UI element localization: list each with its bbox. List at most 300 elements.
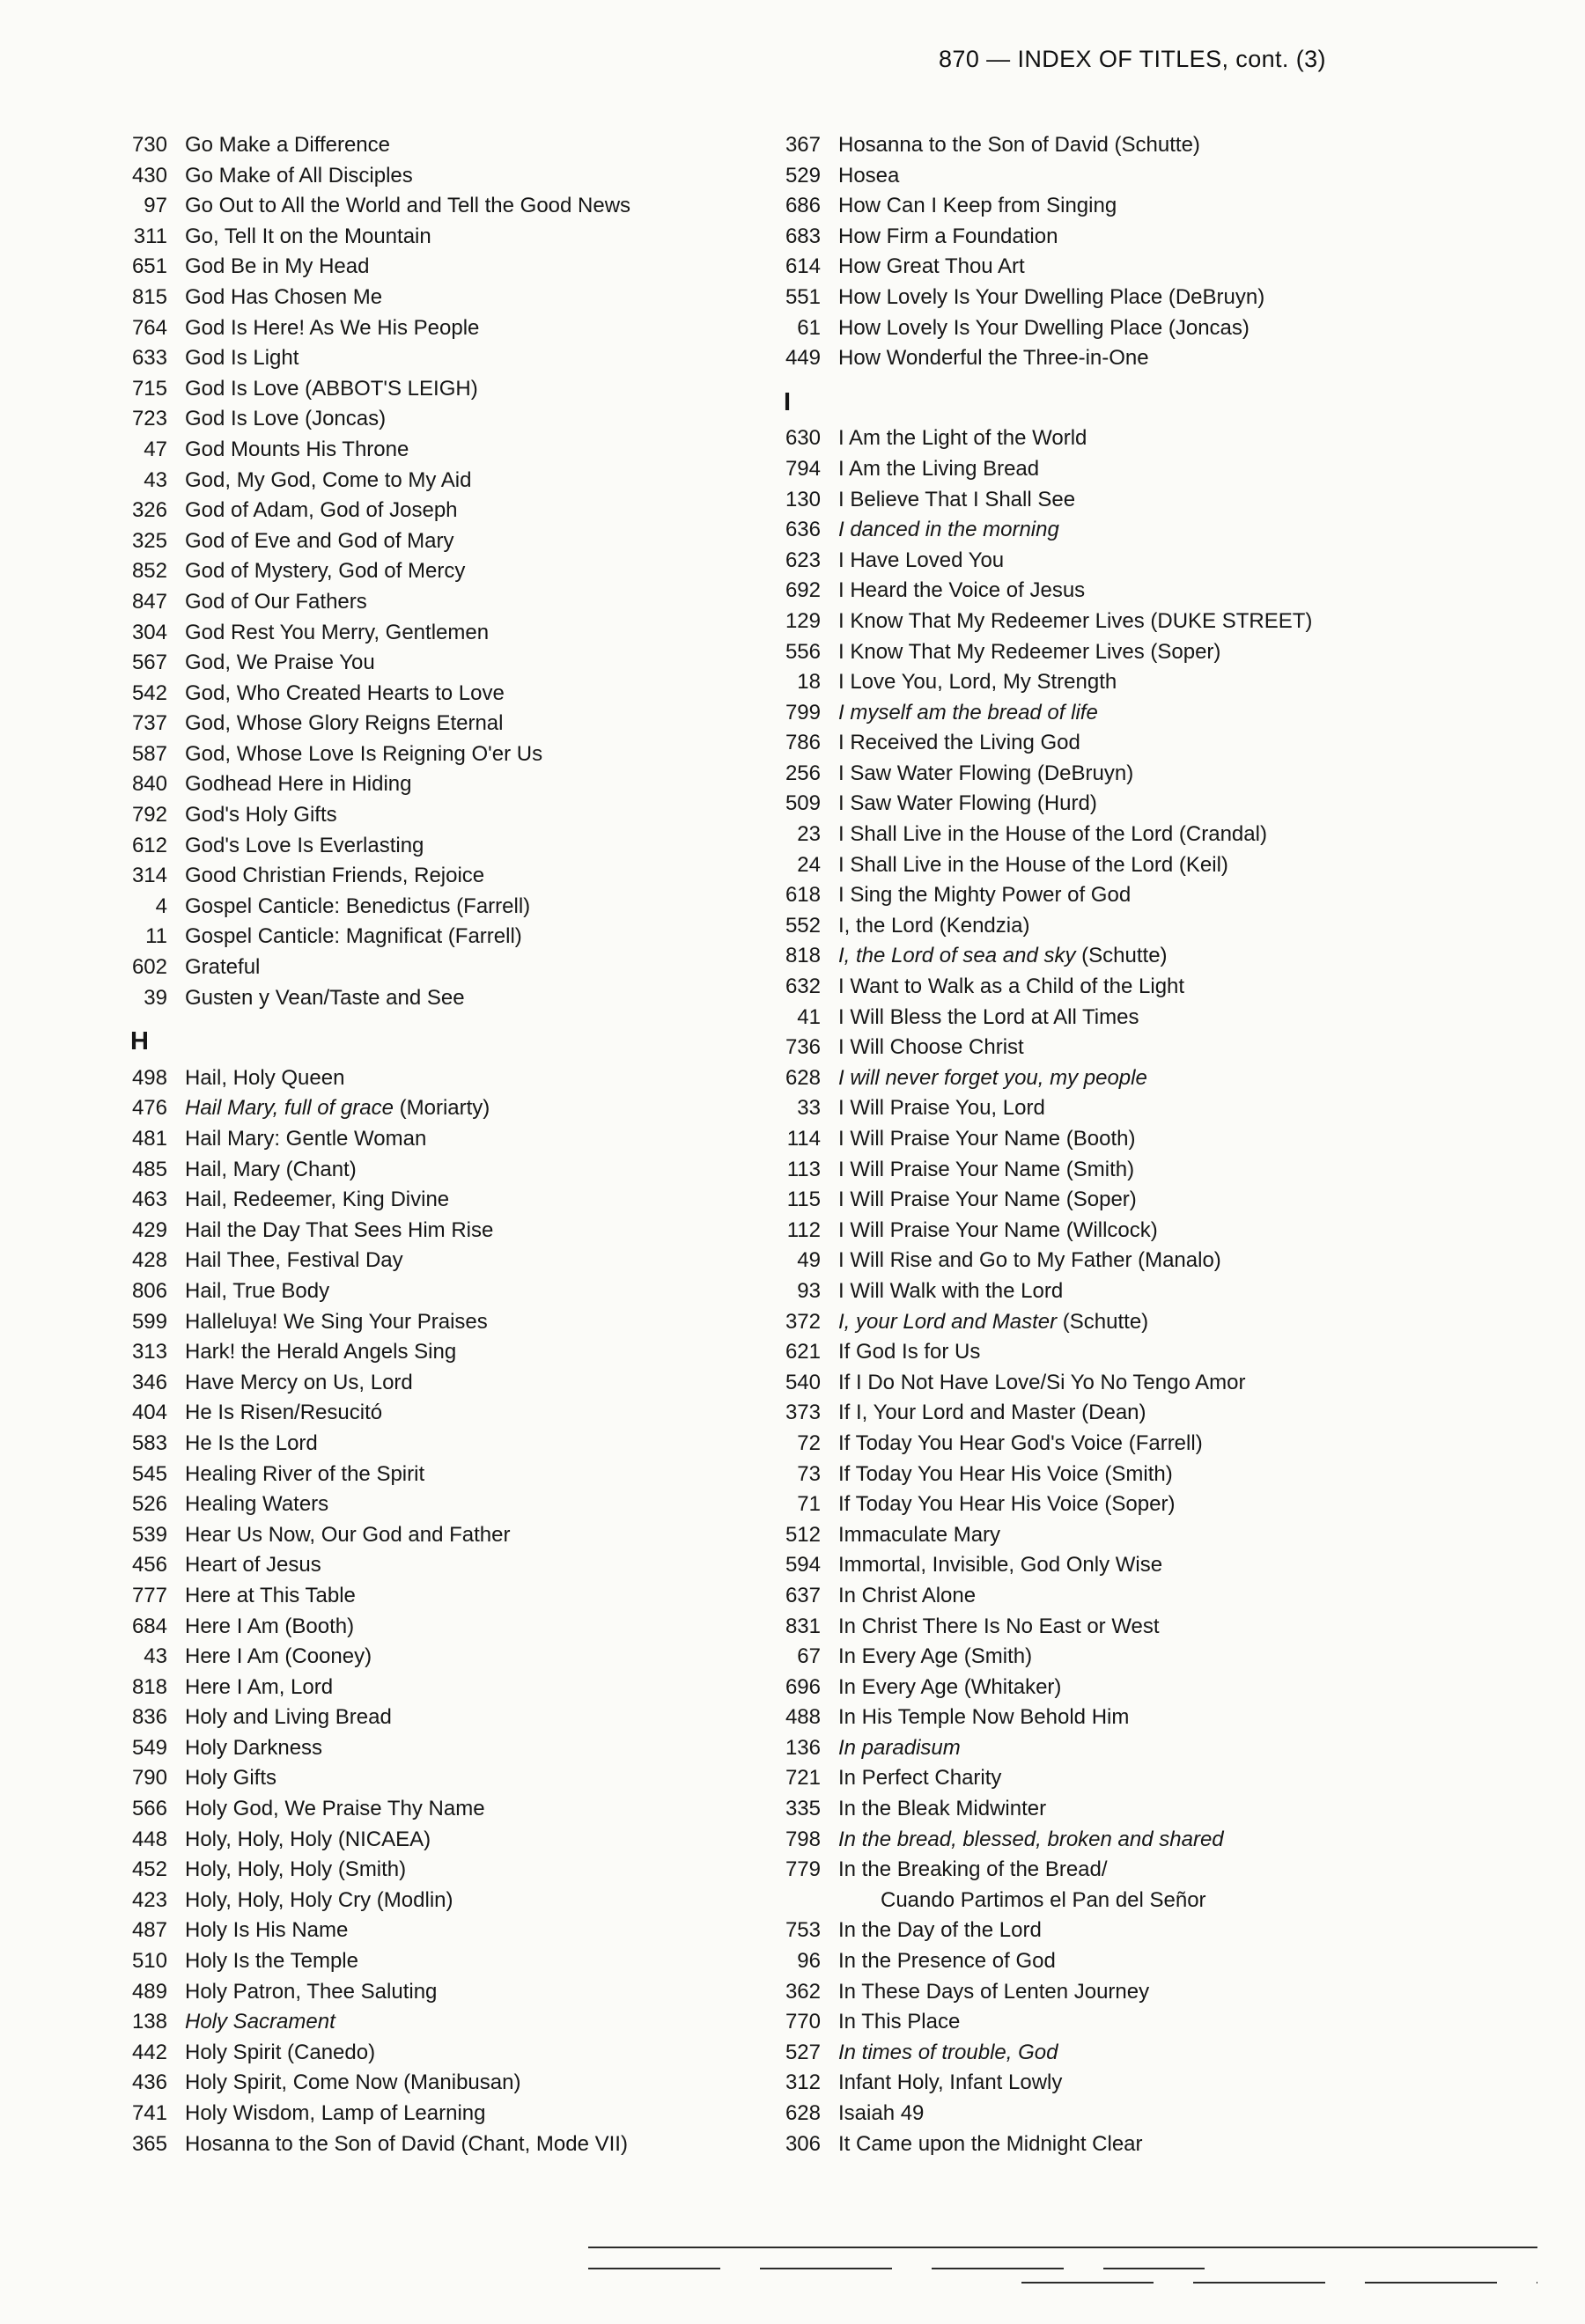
index-entry xyxy=(757,1337,1576,1368)
index-entry xyxy=(104,435,756,466)
index-entry xyxy=(104,404,756,435)
hymn-number: 529 xyxy=(785,163,821,188)
hymn-title: Holy Is His Name xyxy=(185,1918,349,1943)
hymn-title: How Lovely Is Your Dwelling Place (DeBruyn) xyxy=(838,284,1265,309)
hymn-number: 498 xyxy=(131,1065,167,1090)
index-entry xyxy=(104,800,756,831)
hymn-title: I, the Lord of sea and sky (Schutte) xyxy=(838,944,1168,968)
hymn-title: Holy Darkness xyxy=(185,1735,323,1760)
hymn-title: Heart of Jesus xyxy=(185,1553,321,1578)
index-entry xyxy=(757,1124,1576,1155)
index-entry xyxy=(104,1276,756,1307)
hymn-title: If I Do Not Have Love/Si Yo No Tengo Amor xyxy=(838,1370,1246,1394)
hymn-title: Hear Us Now, Our God and Father xyxy=(185,1522,511,1547)
hymn-title: How Firm a Foundation xyxy=(838,224,1058,248)
hymn-title: If God Is for Us xyxy=(838,1340,981,1364)
hymn-title: I Shall Live in the House of the Lord (Crandal) xyxy=(838,822,1267,847)
hymn-title: God of Mystery, God of Mercy xyxy=(185,559,466,584)
index-entry xyxy=(757,423,1576,454)
index-entry xyxy=(104,1337,756,1368)
section-header-i: I xyxy=(784,387,792,416)
hymn-number: 510 xyxy=(131,1949,167,1974)
index-entry xyxy=(104,1307,756,1338)
index-entry xyxy=(757,789,1576,820)
hymn-number: 753 xyxy=(785,1918,821,1943)
page-bottom-dashes xyxy=(588,2268,1205,2269)
hymn-number: 93 xyxy=(797,1278,821,1303)
index-entry xyxy=(757,1855,1576,1886)
hymn-title: Holy Sacrament xyxy=(185,2010,335,2034)
hymn-number: 526 xyxy=(131,1492,167,1517)
hymn-number: 614 xyxy=(785,254,821,279)
hymn-number: 423 xyxy=(131,1887,167,1912)
hymn-title: God, Whose Glory Reigns Eternal xyxy=(185,711,504,736)
index-entry xyxy=(104,252,756,283)
index-entry xyxy=(757,1733,1576,1764)
hymn-title: Hail, Mary (Chant) xyxy=(185,1157,357,1181)
hymn-number: 737 xyxy=(131,711,167,736)
hymn-number: 73 xyxy=(797,1461,821,1486)
hymn-title: I Will Bless the Lord at All Times xyxy=(838,1004,1139,1029)
hymn-title: God's Holy Gifts xyxy=(185,803,337,827)
hymn-number: 306 xyxy=(785,2131,821,2156)
hymn-title: Immaculate Mary xyxy=(838,1522,1001,1547)
index-entry xyxy=(104,222,756,253)
hymn-title: Infant Holy, Infant Lowly xyxy=(838,2070,1063,2095)
hymn-title: Isaiah 49 xyxy=(838,2101,925,2125)
hymn-title: Holy Spirit, Come Now (Manibusan) xyxy=(185,2070,521,2095)
index-entry xyxy=(104,709,756,739)
hymn-number: 741 xyxy=(131,2101,167,2125)
hymn-number: 552 xyxy=(785,913,821,938)
hymn-title: In His Temple Now Behold Him xyxy=(838,1705,1130,1730)
hymn-number: 113 xyxy=(786,1157,821,1181)
hymn-title: God of Our Fathers xyxy=(185,589,367,614)
index-entry xyxy=(757,1216,1576,1247)
hymn-title: Holy Is the Temple xyxy=(185,1949,358,1974)
index-entry xyxy=(757,515,1576,546)
index-entry xyxy=(757,820,1576,850)
index-entry xyxy=(757,1185,1576,1216)
index-entry xyxy=(757,1794,1576,1825)
hymn-title: Healing Waters xyxy=(185,1492,329,1517)
hymn-number: 312 xyxy=(785,2070,821,2095)
hymn-number: 365 xyxy=(131,2131,167,2156)
hymn-title: God Is Love (ABBOT'S LEIGH) xyxy=(185,376,478,401)
hymn-title: Gospel Canticle: Benedictus (Farrell) xyxy=(185,894,531,918)
hymn-title: God Is Here! As We His People xyxy=(185,315,480,340)
hymn-title: Godhead Here in Hiding xyxy=(185,772,412,797)
hymn-title: I myself am the bread of life xyxy=(838,700,1098,724)
hymn-title: I Am the Light of the World xyxy=(838,426,1087,451)
hymn-number: 852 xyxy=(131,559,167,584)
hymn-title: I Will Choose Christ xyxy=(838,1035,1024,1060)
hymn-title: Hail, Redeemer, King Divine xyxy=(185,1188,450,1212)
hymn-title: Holy, Holy, Holy Cry (Modlin) xyxy=(185,1887,453,1912)
hymn-number: 539 xyxy=(131,1522,167,1547)
hymn-number: 602 xyxy=(131,955,167,980)
hymn-number: 326 xyxy=(131,498,167,523)
index-entry xyxy=(104,313,756,344)
hymn-number: 509 xyxy=(785,791,821,816)
index-entry xyxy=(104,952,756,983)
index-entry xyxy=(757,1398,1576,1429)
hymn-number: 730 xyxy=(131,133,167,157)
hymn-number: 794 xyxy=(785,456,821,481)
index-entry xyxy=(104,1093,756,1124)
index-entry xyxy=(757,2129,1576,2160)
index-entry xyxy=(757,1581,1576,1612)
hymn-title: Good Christian Friends, Rejoice xyxy=(185,864,485,888)
hymn-title: In Christ There Is No East or West xyxy=(838,1614,1160,1638)
hymn-number: 840 xyxy=(131,772,167,797)
hymn-title: I Will Praise Your Name (Soper) xyxy=(838,1188,1137,1212)
hymn-title: Hail Thee, Festival Day xyxy=(185,1248,403,1273)
hymn-number: 404 xyxy=(131,1401,167,1425)
hymn-number: 129 xyxy=(785,608,821,633)
hymn-number: 138 xyxy=(131,2010,167,2034)
index-entry xyxy=(104,1063,756,1094)
hymn-number: 71 xyxy=(797,1492,821,1517)
hymn-number: 130 xyxy=(785,487,821,511)
page-bottom-rule xyxy=(588,2247,1537,2248)
index-entry xyxy=(757,1155,1576,1186)
hymn-title: God Mounts His Throne xyxy=(185,437,409,461)
index-entry xyxy=(104,1246,756,1276)
hymn-title: In the bread, blessed, broken and shared xyxy=(838,1827,1224,1851)
hymn-number: 367 xyxy=(785,133,821,157)
hymn-number: 847 xyxy=(131,589,167,614)
hymn-title: It Came upon the Midnight Clear xyxy=(838,2131,1143,2156)
hymn-number: 335 xyxy=(785,1797,821,1821)
hymn-number: 43 xyxy=(144,1644,167,1669)
hymn-number: 47 xyxy=(144,437,167,461)
hymn-title: I Heard the Voice of Jesus xyxy=(838,578,1086,603)
hymn-number: 799 xyxy=(785,700,821,724)
index-entry xyxy=(104,1368,756,1399)
hymn-title: Healing River of the Spirit xyxy=(185,1461,425,1486)
index-entry xyxy=(104,587,756,618)
hymn-title: God, Who Created Hearts to Love xyxy=(185,680,505,705)
hymn-number: 779 xyxy=(785,1857,821,1882)
index-entry xyxy=(104,1429,756,1460)
hymn-number: 4 xyxy=(155,894,167,918)
index-entry xyxy=(757,161,1576,192)
hymn-number: 481 xyxy=(131,1127,167,1151)
hymn-number: 633 xyxy=(131,346,167,371)
index-entry xyxy=(104,2038,756,2069)
hymn-number: 621 xyxy=(785,1340,821,1364)
index-entry xyxy=(757,607,1576,637)
hymn-number: 49 xyxy=(797,1248,821,1273)
index-entry xyxy=(757,191,1576,222)
hymn-title: I Know That My Redeemer Lives (Soper) xyxy=(838,639,1221,664)
hymn-title: Hail, True Body xyxy=(185,1278,330,1303)
index-entry xyxy=(757,1825,1576,1856)
hymn-number: 556 xyxy=(785,639,821,664)
hymn-title: Hark! the Herald Angels Sing xyxy=(185,1340,457,1364)
hymn-number: 97 xyxy=(144,194,167,218)
index-entry xyxy=(104,1185,756,1216)
hymn-number: 542 xyxy=(131,680,167,705)
hymn-title-continuation: Cuando Partimos el Pan del Señor xyxy=(881,1887,1206,1912)
hymn-title: I Will Walk with the Lord xyxy=(838,1278,1064,1303)
index-entry xyxy=(757,283,1576,313)
hymn-title: I Will Praise You, Lord xyxy=(838,1096,1045,1121)
index-entry xyxy=(104,1763,756,1794)
hymn-number: 736 xyxy=(785,1035,821,1060)
hymn-title: Here at This Table xyxy=(185,1583,356,1607)
hymn-title: In the Breaking of the Bread/ xyxy=(838,1857,1108,1882)
hymn-number: 628 xyxy=(785,2101,821,2125)
index-entry xyxy=(757,485,1576,516)
hymn-number: 599 xyxy=(131,1309,167,1334)
hymn-number: 715 xyxy=(131,376,167,401)
index-entry xyxy=(104,161,756,192)
hymn-title: How Can I Keep from Singing xyxy=(838,194,1117,218)
hymn-title: He Is the Lord xyxy=(185,1430,318,1455)
hymn-title: God of Adam, God of Joseph xyxy=(185,498,458,523)
hymn-title: Immortal, Invisible, God Only Wise xyxy=(838,1553,1163,1578)
index-entry xyxy=(104,1977,756,2008)
hymn-title: Hail Mary, full of grace (Moriarty) xyxy=(185,1096,490,1121)
hymn-number: 770 xyxy=(785,2010,821,2034)
hymn-number: 618 xyxy=(785,883,821,908)
hymn-number: 487 xyxy=(131,1918,167,1943)
index-entry xyxy=(104,1855,756,1886)
index-entry xyxy=(104,1398,756,1429)
index-entry xyxy=(757,911,1576,942)
index-entry xyxy=(757,1550,1576,1581)
hymn-number: 33 xyxy=(797,1096,821,1121)
hymn-title: Holy, Holy, Holy (NICAEA) xyxy=(185,1827,431,1851)
hymn-title: Holy, Holy, Holy (Smith) xyxy=(185,1857,407,1882)
hymn-title: Have Mercy on Us, Lord xyxy=(185,1370,413,1394)
index-entry xyxy=(104,496,756,526)
index-entry xyxy=(757,637,1576,668)
hymn-number: 456 xyxy=(131,1553,167,1578)
hymn-number: 24 xyxy=(797,852,821,877)
hymn-number: 551 xyxy=(785,284,821,309)
hymn-title: If Today You Hear His Voice (Soper) xyxy=(838,1492,1176,1517)
hymn-number: 566 xyxy=(131,1797,167,1821)
hymn-title: I Received the Living God xyxy=(838,731,1080,755)
hymn-title: If Today You Hear His Voice (Smith) xyxy=(838,1461,1173,1486)
hymn-title: In times of trouble, God xyxy=(838,2040,1058,2064)
hymn-number: 489 xyxy=(131,1979,167,2004)
hymn-number: 67 xyxy=(797,1644,821,1669)
hymn-number: 583 xyxy=(131,1430,167,1455)
index-entry xyxy=(104,556,756,587)
hymn-title: In the Bleak Midwinter xyxy=(838,1797,1047,1821)
hymn-title: God, My God, Come to My Aid xyxy=(185,467,472,492)
hymn-number: 23 xyxy=(797,822,821,847)
index-entry xyxy=(104,1673,756,1703)
hymn-number: 373 xyxy=(785,1401,821,1425)
index-entry xyxy=(104,831,756,862)
hymn-number: 723 xyxy=(131,407,167,431)
hymn-title: God Rest You Merry, Gentlemen xyxy=(185,620,490,644)
hymn-number: 476 xyxy=(131,1096,167,1121)
index-entry xyxy=(757,313,1576,344)
hymn-number: 818 xyxy=(131,1674,167,1699)
index-column-left xyxy=(104,130,756,2159)
index-entry xyxy=(757,1763,1576,1794)
index-entry xyxy=(104,466,756,496)
index-entry xyxy=(104,1216,756,1247)
hymn-title: In Christ Alone xyxy=(838,1583,977,1607)
index-entry xyxy=(104,1155,756,1186)
hymn-number: 540 xyxy=(785,1370,821,1394)
index-entry xyxy=(104,1612,756,1643)
hymn-number: 696 xyxy=(785,1674,821,1699)
index-entry xyxy=(757,130,1576,161)
index-entry xyxy=(757,1003,1576,1033)
hymn-number: 136 xyxy=(785,1735,821,1760)
hymn-number: 325 xyxy=(131,528,167,553)
hymn-title: Holy Spirit (Canedo) xyxy=(185,2040,376,2064)
hymn-title: Hail, Holy Queen xyxy=(185,1065,345,1090)
hymn-number: 429 xyxy=(131,1217,167,1242)
hymn-title: In This Place xyxy=(838,2010,961,2034)
hymn-number: 792 xyxy=(131,803,167,827)
hymn-title: In the Day of the Lord xyxy=(838,1918,1042,1943)
hymn-title: Go Make a Difference xyxy=(185,133,391,157)
index-entry xyxy=(757,698,1576,729)
hymn-number: 304 xyxy=(131,620,167,644)
hymn-number: 362 xyxy=(785,1979,821,2004)
index-entry xyxy=(104,1886,756,1916)
index-entry xyxy=(757,2007,1576,2038)
index-entry xyxy=(104,1825,756,1856)
hymn-number: 786 xyxy=(785,731,821,755)
hymn-number: 311 xyxy=(133,224,167,248)
hymn-title: In the Presence of God xyxy=(838,1949,1056,1974)
hymn-number: 686 xyxy=(785,194,821,218)
index-entry xyxy=(104,191,756,222)
hymn-title: Gusten y Vean/Taste and See xyxy=(185,985,465,1010)
index-entry xyxy=(757,1429,1576,1460)
hymn-title: Gospel Canticle: Magnificat (Farrell) xyxy=(185,924,522,949)
hymn-number: 43 xyxy=(144,467,167,492)
hymn-title: I Want to Walk as a Child of the Light xyxy=(838,974,1185,999)
index-entry xyxy=(757,1489,1576,1520)
hymn-number: 612 xyxy=(131,833,167,857)
index-entry xyxy=(757,1063,1576,1094)
index-entry xyxy=(104,679,756,710)
hymn-number: 721 xyxy=(785,1766,821,1791)
hymn-number: 72 xyxy=(797,1430,821,1455)
index-entry xyxy=(757,972,1576,1003)
index-entry xyxy=(757,1612,1576,1643)
hymn-number: 463 xyxy=(131,1188,167,1212)
index-entry xyxy=(104,618,756,649)
page-bottom-dashes xyxy=(1021,2282,1537,2284)
hymn-number: 651 xyxy=(131,254,167,279)
hymn-title: Hosanna to the Son of David (Chant, Mode VII) xyxy=(185,2131,628,2156)
hymn-number: 628 xyxy=(785,1065,821,1090)
hymn-title: In Perfect Charity xyxy=(838,1766,1002,1791)
hymn-number: 777 xyxy=(131,1583,167,1607)
hymn-title: I Am the Living Bread xyxy=(838,456,1040,481)
hymn-title: I danced in the morning xyxy=(838,518,1059,542)
index-entry xyxy=(757,454,1576,485)
index-entry xyxy=(757,1946,1576,1977)
hymn-title: Holy Patron, Thee Saluting xyxy=(185,1979,438,2004)
index-entry xyxy=(757,1093,1576,1124)
index-entry xyxy=(757,2038,1576,2069)
hymn-number: 567 xyxy=(131,651,167,675)
hymn-title: I will never forget you, my people xyxy=(838,1065,1147,1090)
index-entry xyxy=(104,2129,756,2160)
hymn-title: I Love You, Lord, My Strength xyxy=(838,670,1117,695)
hymn-number: 115 xyxy=(786,1188,821,1212)
hymn-title: Hail the Day That Sees Him Rise xyxy=(185,1217,494,1242)
hymn-number: 692 xyxy=(785,578,821,603)
hymn-title: Holy Gifts xyxy=(185,1766,277,1791)
index-entry xyxy=(757,576,1576,607)
index-entry xyxy=(757,1642,1576,1673)
hymn-number: 836 xyxy=(131,1705,167,1730)
hymn-number: 683 xyxy=(785,224,821,248)
index-entry xyxy=(104,526,756,557)
hymn-title: Here I Am (Cooney) xyxy=(185,1644,372,1669)
index-entry xyxy=(104,861,756,892)
index-entry xyxy=(104,1550,756,1581)
hymn-number: 684 xyxy=(131,1614,167,1638)
hymn-title: I Will Praise Your Name (Willcock) xyxy=(838,1217,1158,1242)
hymn-title: If Today You Hear God's Voice (Farrell) xyxy=(838,1430,1203,1455)
index-column-right xyxy=(757,130,1576,2159)
hymn-number: 96 xyxy=(797,1949,821,1974)
section-header-h: H xyxy=(130,1027,149,1056)
hymn-title: I Will Rise and Go to My Father (Manalo) xyxy=(838,1248,1221,1273)
hymn-number: 549 xyxy=(131,1735,167,1760)
hymn-number: 11 xyxy=(145,924,167,949)
index-entry xyxy=(104,1124,756,1155)
hymn-title: In Every Age (Smith) xyxy=(838,1644,1033,1669)
hymn-number: 594 xyxy=(785,1553,821,1578)
index-entry xyxy=(104,1916,756,1946)
index-entry xyxy=(757,759,1576,790)
hymn-title: Hosanna to the Son of David (Schutte) xyxy=(838,133,1200,157)
index-entry xyxy=(104,1581,756,1612)
hymn-title: Go Make of All Disciples xyxy=(185,163,413,188)
hymn-number: 545 xyxy=(131,1461,167,1486)
hymn-number: 485 xyxy=(131,1157,167,1181)
hymn-number: 637 xyxy=(785,1583,821,1607)
index-entry xyxy=(757,1460,1576,1490)
index-entry xyxy=(757,252,1576,283)
index-entry xyxy=(104,2099,756,2129)
hymn-title: Holy and Living Bread xyxy=(185,1705,392,1730)
index-entry xyxy=(104,769,756,800)
hymn-title: I Will Praise Your Name (Smith) xyxy=(838,1157,1135,1181)
page-header: 870 — INDEX OF TITLES, cont. (3) xyxy=(939,46,1326,72)
index-entry xyxy=(104,1703,756,1733)
index-entry xyxy=(757,2068,1576,2099)
index-entry xyxy=(104,1733,756,1764)
hymn-number: 18 xyxy=(797,670,821,695)
index-entry xyxy=(757,667,1576,698)
index-entry xyxy=(104,2007,756,2038)
hymn-title: God of Eve and God of Mary xyxy=(185,528,454,553)
hymn-number: 630 xyxy=(785,426,821,451)
index-entry xyxy=(757,1307,1576,1338)
hymn-number: 636 xyxy=(785,518,821,542)
index-entry xyxy=(104,343,756,374)
hymn-number: 587 xyxy=(131,741,167,766)
